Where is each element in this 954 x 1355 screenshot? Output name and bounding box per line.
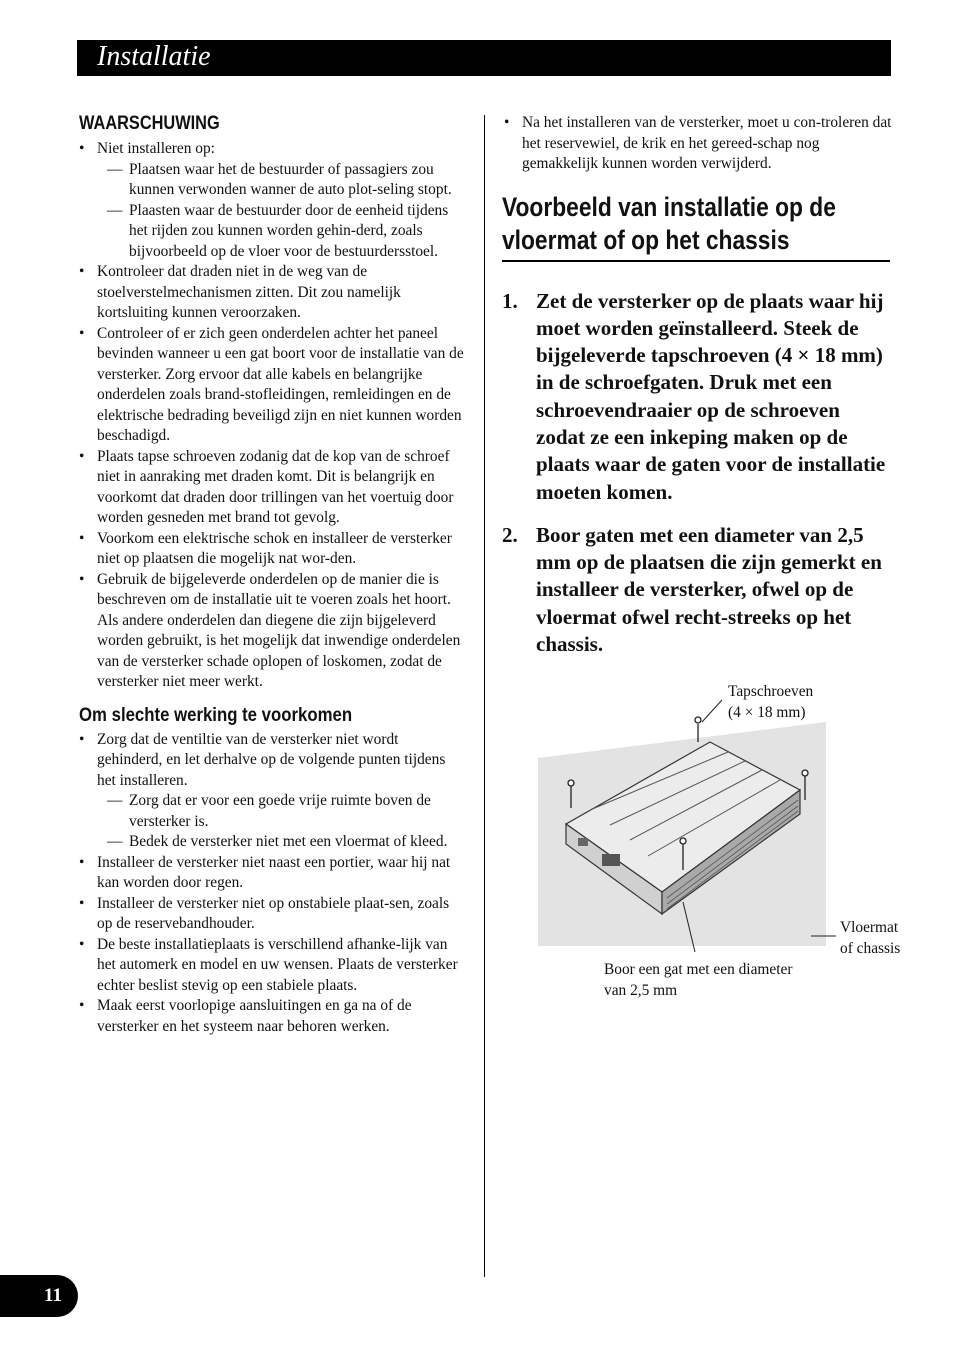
section-heading	[502, 191, 890, 262]
header-bar	[77, 40, 891, 76]
sub-item: — Plaasten waar de bestuurder door de eenheid tijdens het rijden zou kunnen worden gehin-derd, zoals bijvoorbeeld op de vloer voor de bestuurdersstoel.	[77, 201, 465, 263]
bullet-item: • De beste installatieplaats is verschillend afhanke-lijk van het automerk en model en uw wensen. Plaats de versterker echter beslist stevig op een stabiele plaats.	[77, 935, 465, 997]
bullet-item: • Controleer of er zich geen onderdelen achter het paneel bevinden wanneer u een gat boort voor de installatie van de versterker. Zorg ervoor dat alle kabels en belangrijke onderdelen zoals brand-stofleidingen, remleidingen en de elektrische bedrading beveiligd zijn en niet kunnen worden beschadigd.	[77, 324, 465, 447]
bullet-item: • Zorg dat de ventiltie van de versterker niet wordt gehinderd, en let derhalve op de volgende punten tijdens het installeren.	[77, 730, 465, 792]
step-2	[502, 522, 894, 658]
right-column	[502, 113, 894, 658]
bullet-item: • Maak eerst voorlopige aansluitingen en ga na of de versterker en het systeem naar behoren werken.	[77, 996, 465, 1037]
step-1	[502, 288, 894, 506]
malfunction-heading: Om slechte werking te voorkomen	[79, 703, 353, 726]
malfunction-list	[77, 730, 465, 1038]
left-column	[77, 113, 465, 1037]
bullet-item: • Gebruik de bijgeleverde onderdelen op de manier die is beschreven om de installatie uit te voeren zoals het hoort. Als andere onderdelen dan diegene die zijn bijgeleverd worden gebruikt, is het mogelijk dat inwendige onderdelen van de versterker schade oplopen of loskomen, zodat de versterker niet meer werkt.	[77, 570, 465, 693]
bullet-item: • Installeer de versterker niet op onstabiele plaat-sen, zoals op de reservebandhouder.	[77, 894, 465, 935]
bullet-item: • Installeer de versterker niet naast een portier, waar hij nat kan worden door regen.	[77, 853, 465, 894]
step-2-text: Boor gaten met een diameter van 2,5 mm op de plaatsen die zijn gemerkt en installeer de versterker, ofwel op de vloermat ofwel recht-streeks op het chassis.	[536, 522, 882, 657]
column-divider	[484, 115, 485, 1277]
step-2-number: 2.	[502, 522, 518, 547]
right-bullet-list	[502, 113, 894, 175]
step-1-number: 1.	[502, 288, 518, 313]
sub-item: — Plaatsen waar het de bestuurder of passagiers zou kunnen verwonden wanner de auto plot-seling stopt.	[77, 160, 465, 201]
page-title: Installatie	[97, 41, 211, 72]
step-1-text: Zet de versterker op de plaats waar hij moet worden geïnstalleerd. Steek de bijgeleverde tapschroeven (4 × 18 mm) in de schroefgaten. Druk met een schroevendraaier op de schroeven zodat ze een inkeping maken op de plaats waar de gaten voor de installatie moeten komen.	[536, 288, 886, 504]
installation-figure	[530, 680, 930, 1010]
amplifier-terminals	[602, 854, 620, 866]
section-heading-text: Voorbeeld van installatie op de vloermat of op het chassis	[502, 191, 836, 255]
page-number: 11	[44, 1285, 62, 1306]
drill-hole-label: Boor een gat met een diameter van 2,5 mm	[604, 961, 793, 999]
warning-heading: WAARSCHUWING	[79, 113, 220, 134]
bullet-item: • Plaats tapse schroeven zodanig dat de kop van de schroef niet in aanraking met draden komt. Dit is belangrijk en voorkomt dat draden door trillingen van het voertuig door worden gesneden met brand tot gevolg.	[77, 447, 465, 529]
sub-item: — Bedek de versterker niet met een vloermat of kleed.	[77, 832, 465, 853]
warning-list	[77, 139, 465, 693]
sub-item: — Zorg dat er voor een goede vrije ruimte boven de versterker is.	[77, 791, 465, 832]
screws-label: Tapschroeven (4 × 18 mm)	[728, 683, 814, 721]
bullet-item: • Kontroleer dat draden niet in de weg van de stoelverstelmechanismen zitten. Dit zou namelijk kortsluiting kunnen veroorzaken.	[77, 262, 465, 324]
bullet-item: • Voorkom een elektrische schok en installeer de versterker niet op plaatsen die mogelijk nat wor-den.	[77, 529, 465, 570]
bullet-item: • Niet installeren op:	[77, 139, 465, 160]
page-number-tab	[0, 1275, 78, 1317]
floor-mat-label: Vloermat of chassis	[840, 919, 901, 957]
bullet-item: • Na het installeren van de versterker, moet u con-troleren dat het reservewiel, de krik en het gereed-schap nog gemakkelijk kunnen worden verwijderd.	[502, 113, 894, 175]
